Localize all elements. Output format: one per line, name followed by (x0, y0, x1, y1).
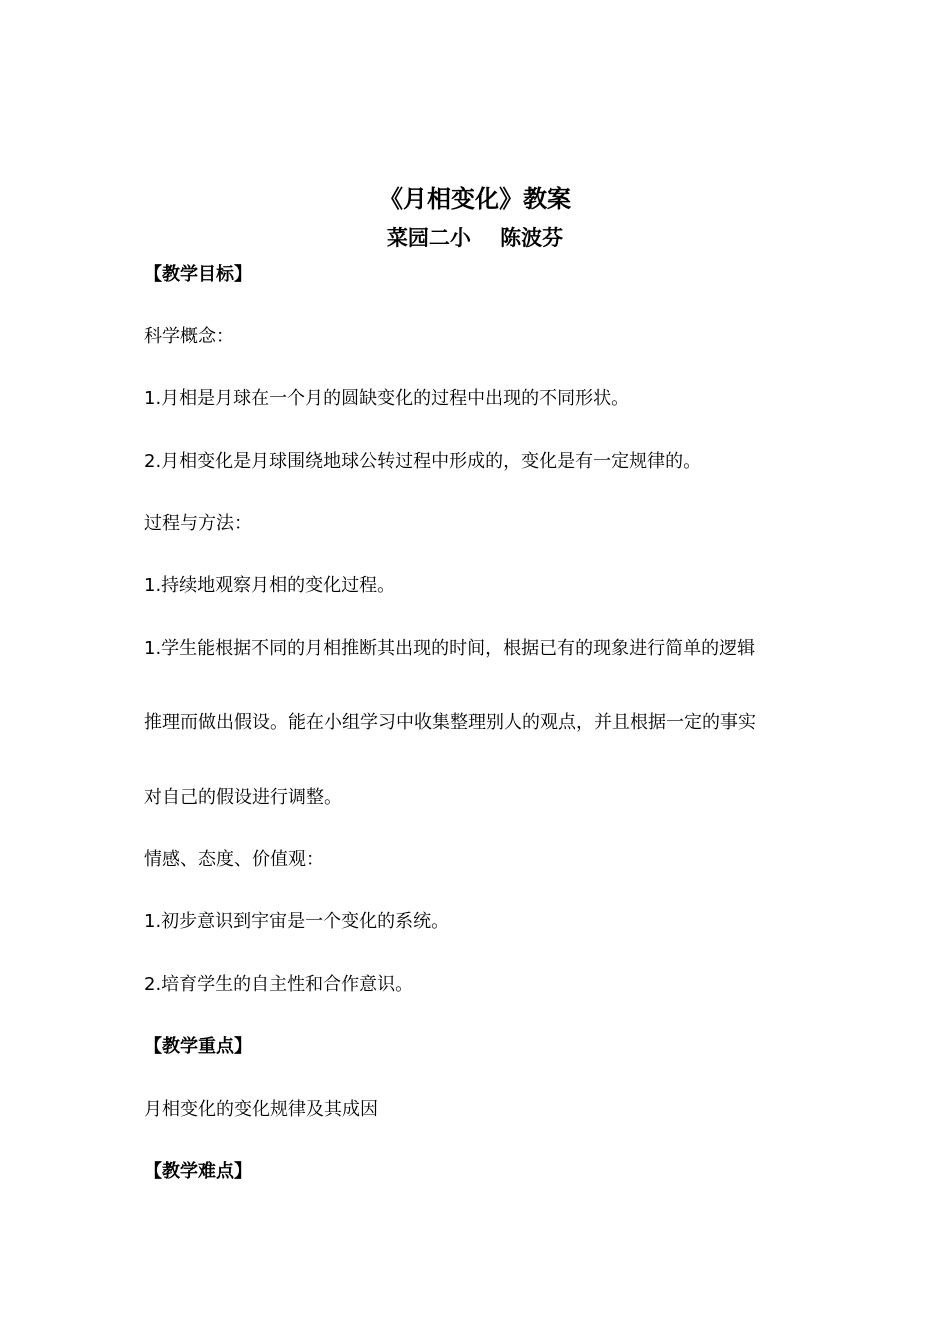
concept-item-1: 1.月相是月球在一个月的圆缺变化的过程中出现的不同形状。 (144, 388, 630, 409)
process-item-2-line-3: 对自己的假设进行调整。 (144, 787, 342, 808)
key-points-heading: 【教学重点】 (144, 1036, 252, 1057)
key-points-text: 月相变化的变化规律及其成因 (144, 1099, 378, 1120)
science-concept-label: 科学概念： (144, 326, 234, 347)
author-line: 菜园二小 陈波芬 (386, 226, 564, 250)
attitude-item-2: 2.培育学生的自主性和合作意识。 (144, 974, 414, 995)
objectives-heading: 【教学目标】 (144, 264, 252, 285)
process-item-2-line-2: 推理而做出假设。能在小组学习中收集整理别人的观点，并且根据一定的事实 (144, 712, 756, 733)
process-item-1: 1.持续地观察月相的变化过程。 (144, 575, 396, 596)
difficulties-heading: 【教学难点】 (144, 1161, 252, 1182)
process-item-2-line-1: 1.学生能根据不同的月相推断其出现的时间，根据已有的现象进行简单的逻辑 (144, 638, 756, 659)
concept-item-2: 2.月相变化是月球围绕地球公转过程中形成的，变化是有一定规律的。 (144, 451, 702, 472)
process-method-label: 过程与方法： (144, 513, 252, 534)
attitude-item-1: 1.初步意识到宇宙是一个变化的系统。 (144, 911, 450, 932)
document-title: 《月相变化》教案 (379, 185, 571, 213)
attitude-label: 情感、态度、价值观： (144, 849, 324, 870)
